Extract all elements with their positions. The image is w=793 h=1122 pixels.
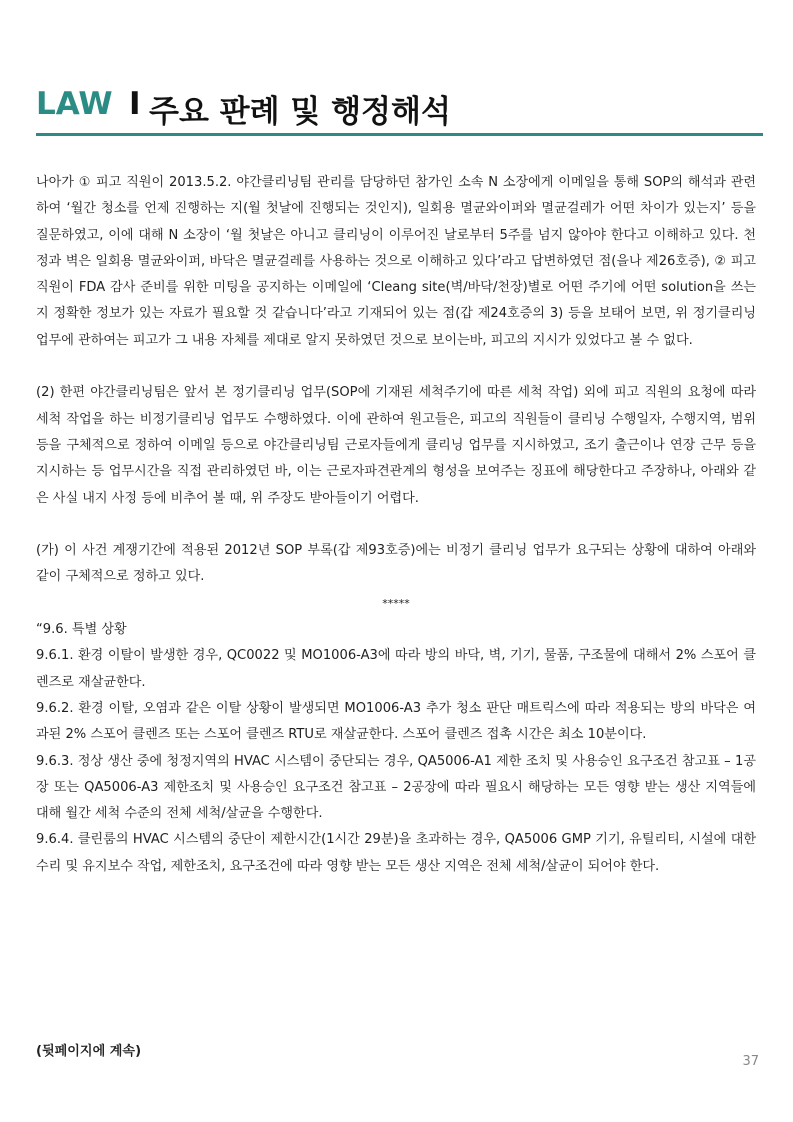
document-body	[36, 170, 756, 880]
header-rule	[36, 133, 763, 136]
sop-item-9-6-2: 9.6.2. 환경 이탈, 오염과 같은 이탈 상황이 발생되면 MO1006-A3 추가 청소 판단 매트릭스에 따라 적용되는 방의 바닥은 여과된 2% 스포어 클렌즈 또는 스포어 클렌즈 RTU로 재살균한다. 스포어 클렌즈 접촉 시간은 최소 10분이다.	[36, 700, 756, 743]
paragraph-2: (2) 한편 야간클리닝팀은 앞서 본 정기클리닝 업무(SOP에 기재된 세척주기에 따른 세척 작업) 외에 피고 직원의 요청에 따라 세척 작업을 하는 비정기클리닝 업무도 수행하였다. 이에 관하여 원고들은, 피고의 직원들이 클리닝 수행일자, 수행지역, 범위 등을 구체적으로 정하여 이메일 등으로 야간클리닝팀 근로자들에게 클리닝 업무를 지시하였고, 조기 출근이나 연장 근무 등을 지시하는 등 업무시간을 직접 관리하였던 바, 이는 근로자파견관계의 형성을 보여주는 징표에 해당한다고 주장하나, 아래와 같은 사실 내지 사정 등에 비추어 볼 때, 위 주장도 받아들이기 어렵다.	[36, 385, 756, 506]
sop-item-9-6-3: 9.6.3. 정상 생산 중에 청정지역의 HVAC 시스템이 중단되는 경우, QA5006-A1 제한 조치 및 사용승인 요구조건 참고표 – 1공장 또는 QA5006-A3 제한조치 및 사용승인 요구조건 참고표 – 2공장에 따라 필요시 해당하는 모든 영향 받는 생산 지역들에 대해 월간 세척 수준의 전체 세척/살균을 수행한다.	[36, 753, 756, 822]
sop-item-9-6-1: 9.6.1. 환경 이탈이 발생한 경우, QC0022 및 MO1006-A3에 따라 방의 바닥, 벽, 기기, 물품, 구조물에 대해서 2% 스포어 클렌즈로 재살균한다.	[36, 648, 756, 690]
continued-note: (뒷페이지에 계속)	[36, 1044, 142, 1059]
sop-item-9-6-4: 9.6.4. 클린룸의 HVAC 시스템의 중단이 제한시간(1시간 29분)을 초과하는 경우, QA5006 GMP 기기, 유틸리티, 시설에 대한 수리 및 유지보수 작업, 제한조치, 요구조건에 따라 영향 받는 모든 생산 지역은 전체 세척/살균이 되어야 한다.	[36, 832, 756, 874]
sop-heading: “9.6. 특별 상황	[36, 622, 127, 638]
omission-marker: *****	[382, 596, 410, 610]
spacer	[36, 354, 756, 380]
section-law-label: LAW	[36, 86, 113, 122]
paragraph-1: 나아가 ① 피고 직원이 2013.5.2. 야간클리닝팀 관리를 담당하던 참가인 소속 N 소장에게 이메일을 통해 SOP의 해석과 관련하여 ‘월간 청소를 언제 진행하는 지(월 첫날에 진행되는 것인지), 일회용 멸균와이퍼와 멸균걸레가 어떤 차이가 있는지’ 등을 질문하였고, 이에 대해 N 소장이 ‘월 첫날은 아니고 클리닝이 이루어진 날로부터 5주를 넘지 않아야 한다고 이해하고 있다. 천정과 벽은 일회용 멸균와이퍼, 바닥은 멸균걸레를 사용하는 것으로 이해하고 있다’라고 답변하였던 점(을나 제26호증), ② 피고 직원이 FDA 감사 준비를 위한 미팅을 공지하는 이메일에 ‘Cleang site(벽/바닥/천장)별로 어떤 주기에 어떤 solution을 쓰는지 정확한 정보가 있는 자료가 필요할 것 같습니다’라고 기재되어 있는 점(갑 제24호증의 3) 등을 보태어 보면, 위 정기클리닝 업무에 관하여는 피고가 그 내용 자체를 제대로 알지 못하였던 것으로 보이는바, 피고의 지시가 있었다고 볼 수 없다.	[36, 175, 756, 348]
header-separator: I	[129, 86, 141, 122]
paragraph-3: (가) 이 사건 계쟁기간에 적용된 2012년 SOP 부록(갑 제93호증)에는 비정기 클리닝 업무가 요구되는 상황에 대하여 아래와 같이 구체적으로 정하고 있다.	[36, 543, 756, 585]
page-number: 37	[742, 1054, 759, 1069]
page-title: 주요 판례 및 행정해석	[149, 94, 451, 130]
spacer	[36, 512, 756, 538]
page-header	[36, 86, 766, 130]
